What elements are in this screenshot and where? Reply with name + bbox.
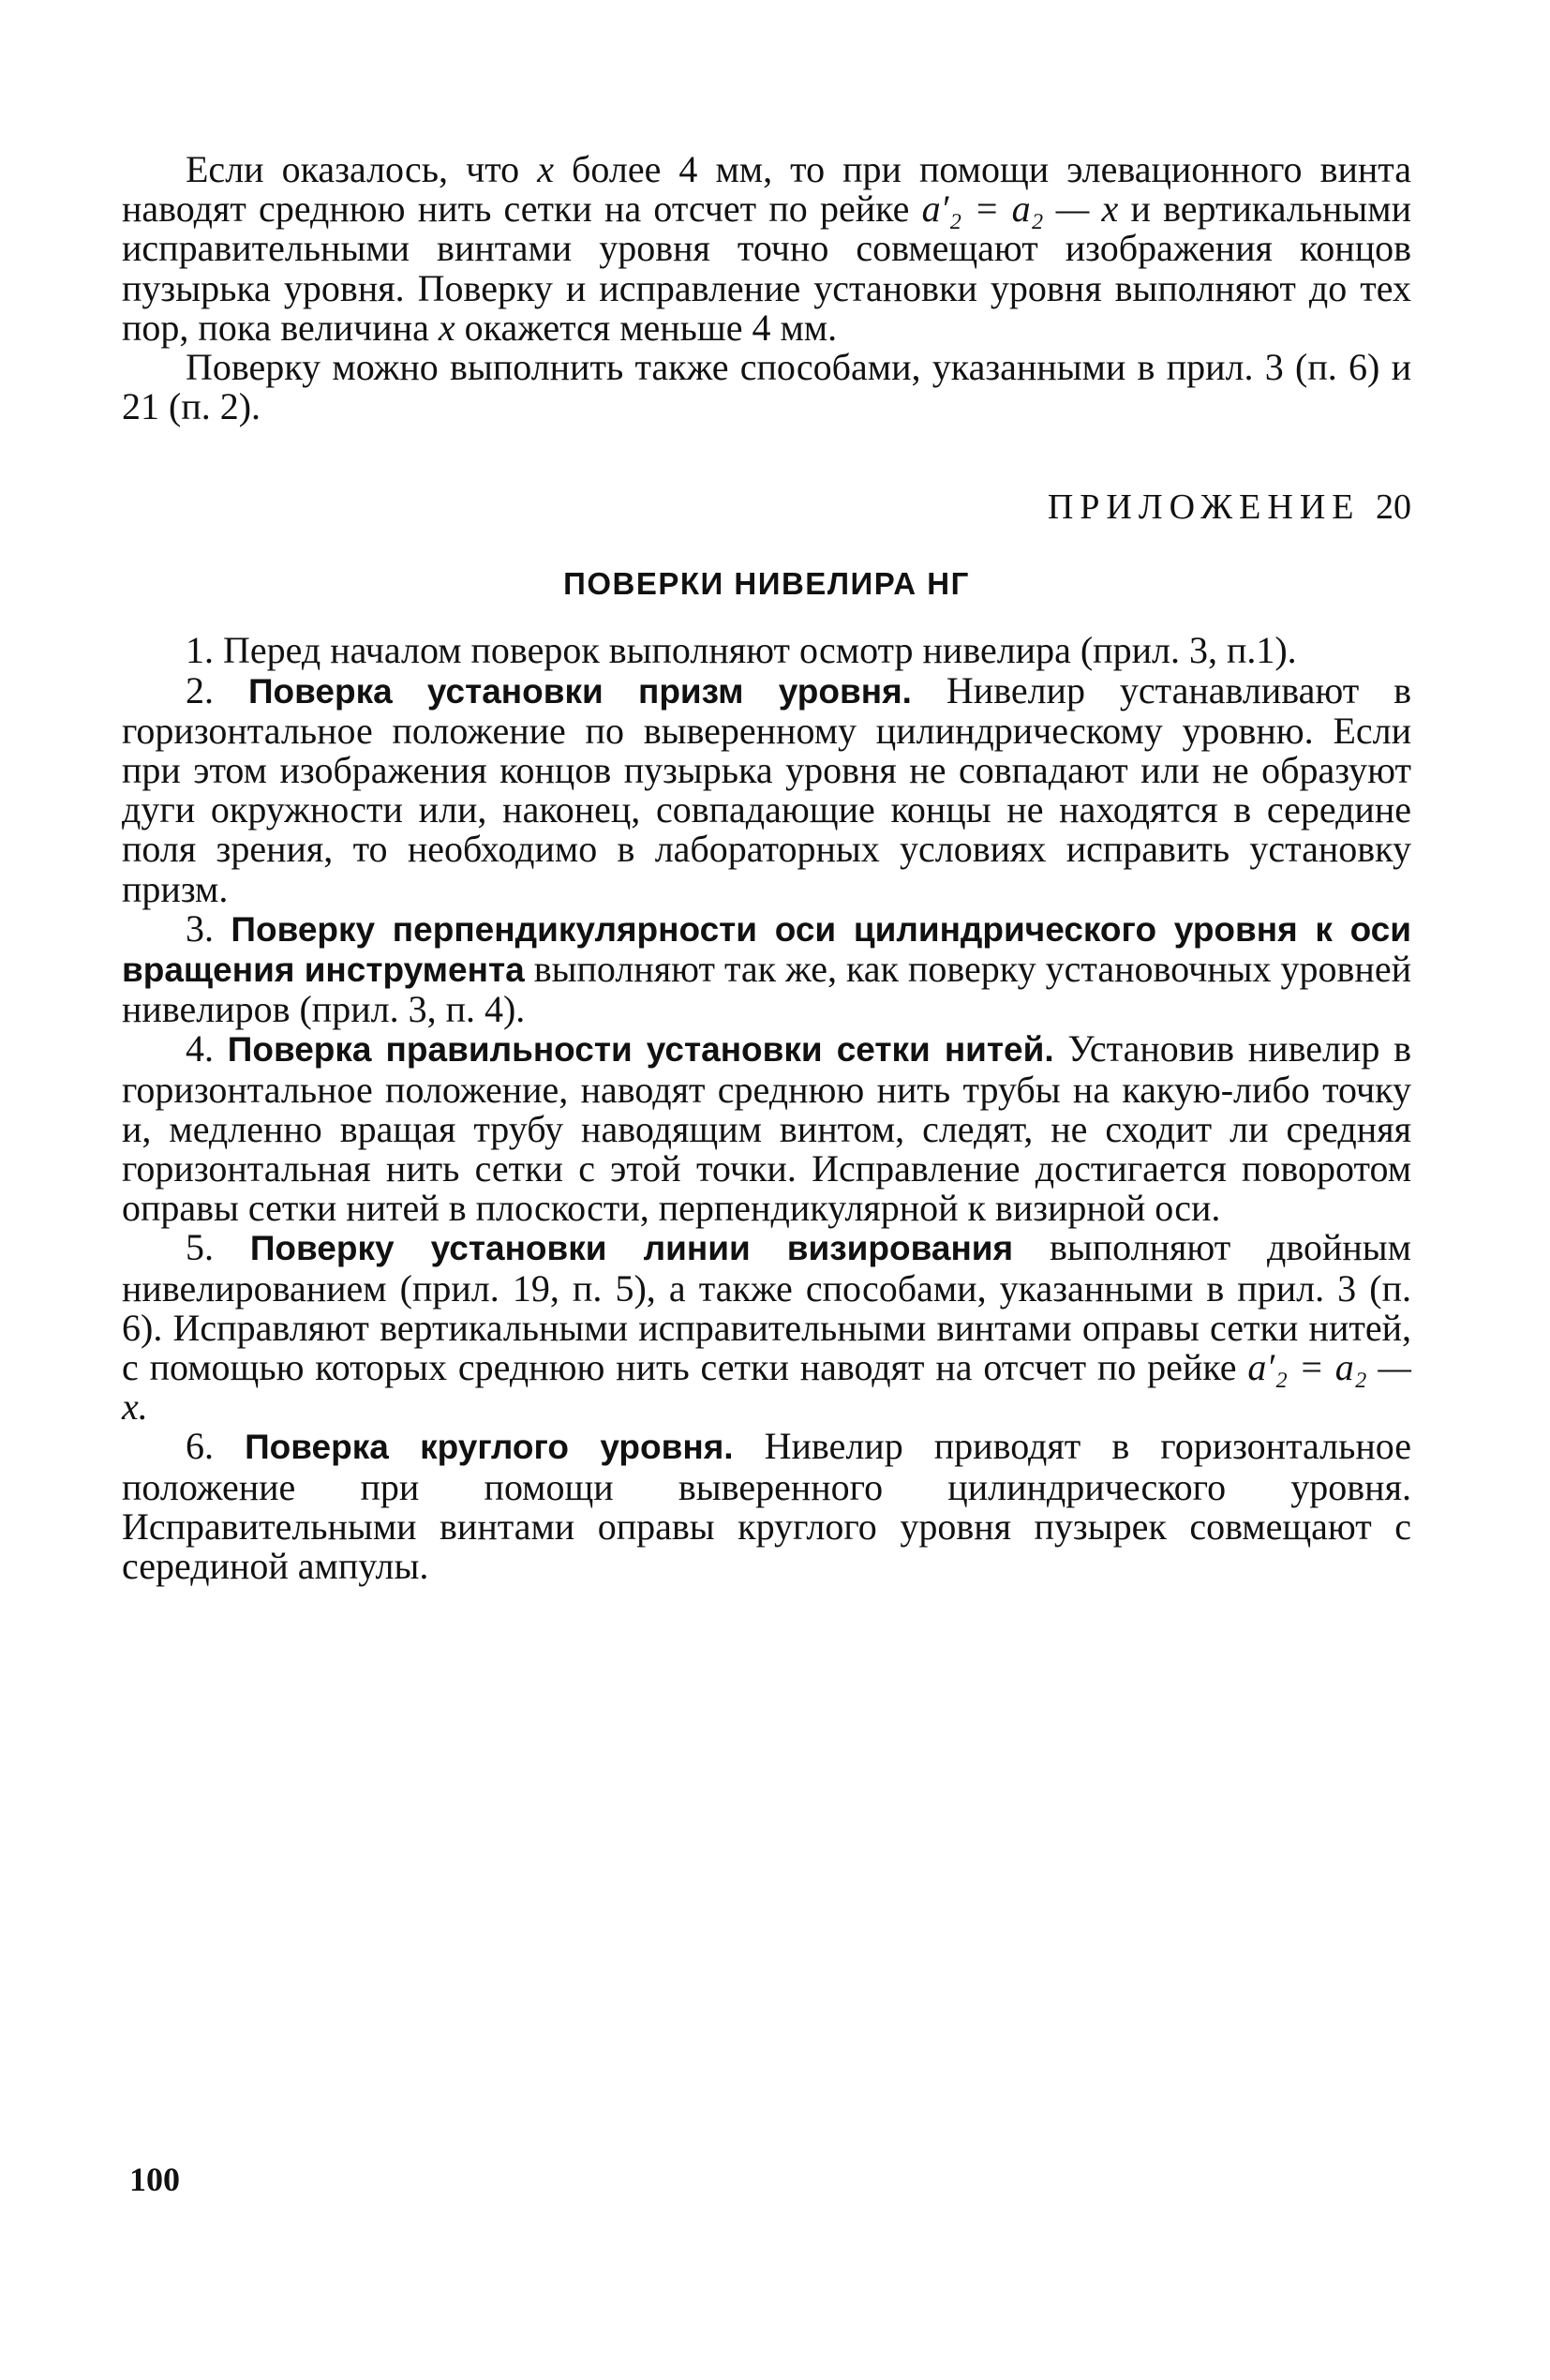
text-run: окажется меньше 4 мм. xyxy=(455,306,838,349)
item-2 xyxy=(122,668,1412,910)
item-text: выполняют двойным нивелированием (прил. 19, п. 5), а также способами, указанными в прил. 3 (п. 6). Исправляют вертикальными исправительными винтами оправы сетки нитей, с помощью которых среднюю нить сетки наводят на отсчет по рейке xyxy=(122,1226,1411,1389)
item-1: 1. Перед началом поверок выполняют осмотр нивелира (прил. 3, п.1). xyxy=(186,629,1297,672)
item-text: выполняют так же, как поверку установочных уровней нивелиров (прил. 3, п. 4). xyxy=(122,948,1411,1031)
text-run: более 4 мм, то при помощи элевационного винта наводят среднюю нить сетки на отсчет по рейке xyxy=(122,148,1411,231)
item-number: 5. xyxy=(186,1226,250,1269)
variable-x: x xyxy=(438,306,455,349)
page-body xyxy=(122,150,1411,1586)
intro-paragraph-1 xyxy=(122,150,1411,348)
item-heading: Поверка правильности установки сетки нитей. xyxy=(227,1030,1054,1070)
variable-x: x xyxy=(537,148,554,190)
item-number: 2. xyxy=(186,668,248,711)
item-number: 6. xyxy=(186,1425,246,1468)
item-3 xyxy=(122,906,1412,1031)
appendix-label-text: ПРИЛОЖЕНИЕ xyxy=(1047,487,1361,528)
item-text: Установив нивелир в горизонтальное положение, наводят среднюю нить трубы на какую-либо точку и, медленно вращая трубу наводящим винтом, следят, не сходит ли средняя горизонтальная нить сетки с этой точки. Исправление достигается поворотом оправы сетки нитей в плоскости, перпендикулярной к визирной оси. xyxy=(122,1027,1411,1230)
text-run: Если оказалось, что xyxy=(186,148,538,190)
item-4 xyxy=(122,1029,1411,1228)
item-number: 4. xyxy=(186,1027,228,1070)
item-6 xyxy=(122,1427,1411,1586)
section-title: ПОВЕРКИ НИВЕЛИРА НГ xyxy=(563,566,970,602)
appendix-number: 20 xyxy=(1376,487,1411,528)
item-text: Нивелир приводят в горизонтальное положение при помощи выверенного цилиндрического уровня. Исправительными винтами оправы круглого уровня пузырек совмещают с серединой ампулы. xyxy=(122,1425,1411,1588)
intro-paragraph-2: Поверку можно выполнить также способами, указанными в прил. 3 (п. 6) и 21 (п. 2). xyxy=(122,346,1411,428)
item-text: Нивелир устанавливают в горизонтальное положение по выверенному цилиндрическому уровню. Если при этом изображения концов пузырька уровня не совпадают или не образуют дуги окружности или, наконец, совпадающие концы не находятся в середине поля зрения, то необходимо в лабораторных условиях исправить установку призм. xyxy=(122,668,1412,910)
item-number: 3. xyxy=(186,906,231,950)
formula: a′₂ = a₂ — x. xyxy=(122,1346,1411,1429)
item-heading: Поверку перпендикулярности оси цилиндрического уровня к оси вращения инструмента xyxy=(122,909,1412,990)
item-heading: Поверка круглого уровня. xyxy=(245,1428,734,1467)
page-number: 100 xyxy=(129,2161,180,2198)
formula: a′₂ = a₂ — x xyxy=(921,187,1119,231)
item-heading: Поверку установки линии визирования xyxy=(249,1229,1014,1268)
appendix-label xyxy=(122,486,1411,528)
item-heading: Поверка установки призм уровня. xyxy=(247,671,912,711)
text-run: и вертикальными исправительными винтами уровня точно совмещают изображения концов пузырька уровня. Поверку и исправление установки уровня выполняют до тех пор, пока величина xyxy=(122,187,1412,349)
item-5 xyxy=(122,1228,1411,1427)
